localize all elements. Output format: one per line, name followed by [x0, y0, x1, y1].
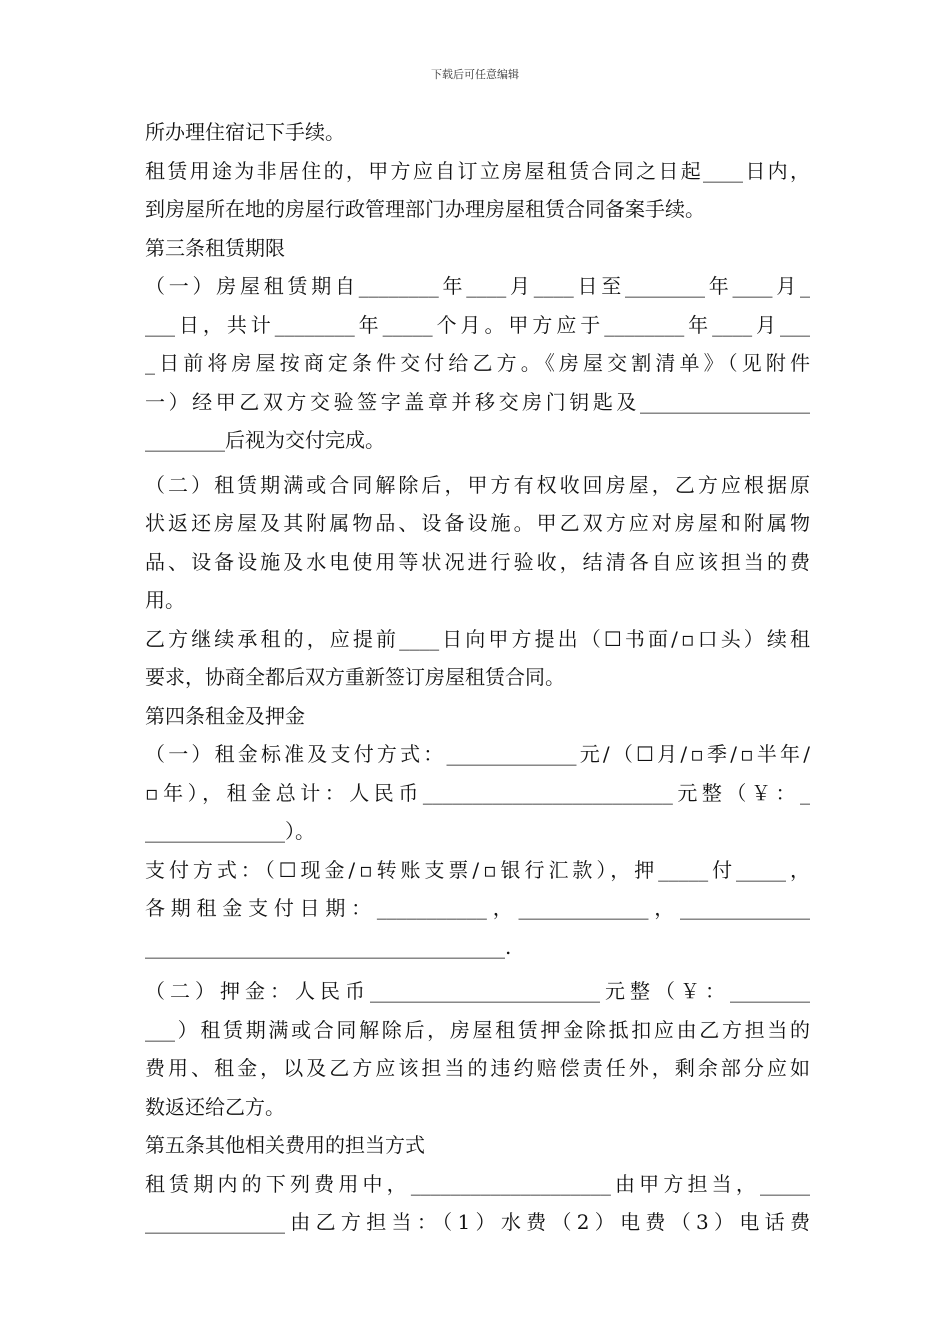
document-line: 数返还给乙方。 — [145, 1094, 285, 1119]
document-line: （二）押金：人民币_______________________元整（￥：________ — [145, 979, 810, 1003]
document-line: （一）房屋租赁期自________年____月____日至________年____月_ — [145, 274, 810, 298]
document-line: ______________）。 — [145, 819, 315, 843]
document-line: 支付方式：（☐现金/▫转账支票/▫银行汇款），押_____付_____， — [145, 857, 810, 882]
document-line: 租赁期内的下列费用中，____________________由甲方担当，_____ — [145, 1171, 810, 1196]
document-line: 第三条租赁期限 — [145, 235, 285, 260]
document-line: ___日，共计________年_____个月。甲方应于________年____月___ — [145, 312, 810, 337]
document-line: 状返还房屋及其附属物品、设备设施。甲乙双方应对房屋和附属物 — [145, 511, 810, 535]
document-line: _日前将房屋按商定条件交付给乙方。《房屋交割清单》（见附件 — [145, 351, 810, 375]
document-line: 乙方继续承租的，应提前____日向甲方提出（☐书面/▫口头）续租 — [145, 626, 810, 651]
document-line: 要求，协商全都后双方重新签订房屋租赁合同。 — [145, 665, 565, 689]
document-line: ________后视为交付完成。 — [145, 428, 385, 452]
document-line: 品、设备设施及水电使用等状况进行验收，结清各自应该担当的费 — [145, 549, 810, 574]
document-line: 租赁用途为非居住的，甲方应自订立房屋租赁合同之日起____日内， — [145, 158, 810, 183]
document-body — [145, 122, 810, 1251]
document-line: ______________由乙方担当：（1）水费（2）电费（3）电话费 — [145, 1210, 810, 1234]
document-line: 所办理住宿记下手续。 — [145, 120, 345, 144]
document-line: ▫年），租金总计：人民币_________________________元整（￥：_ — [145, 780, 810, 805]
page-header: 下载后可任意编辑 — [431, 68, 519, 81]
document-line: （一）租金标准及支付方式：_____________元/（☐月/▫季/▫半年/ — [145, 742, 810, 766]
document-line: 费用、租金，以及乙方应该担当的违约赔偿责任外，剩余部分应如 — [145, 1056, 810, 1080]
document-line: 各期租金支付日期：___________，_____________，_____________ — [145, 896, 810, 920]
document-line: ____________________________________. — [145, 934, 512, 959]
document-line: 第四条租金及押金 — [145, 703, 305, 728]
document-line: 到房屋所在地的房屋行政管理部门办理房屋租赁合同备案手续。 — [145, 197, 705, 221]
document-line: 用。 — [145, 588, 185, 612]
document-line: （二）租赁期满或合同解除后，甲方有权收回房屋，乙方应根据原 — [145, 472, 810, 497]
document-line: ___）租赁期满或合同解除后，房屋租赁押金除抵扣应由乙方担当的 — [145, 1017, 810, 1042]
document-line: 一）经甲乙双方交验签字盖章并移交房门钥匙及_________________ — [145, 389, 810, 414]
document-line: 第五条其他相关费用的担当方式 — [145, 1133, 425, 1157]
